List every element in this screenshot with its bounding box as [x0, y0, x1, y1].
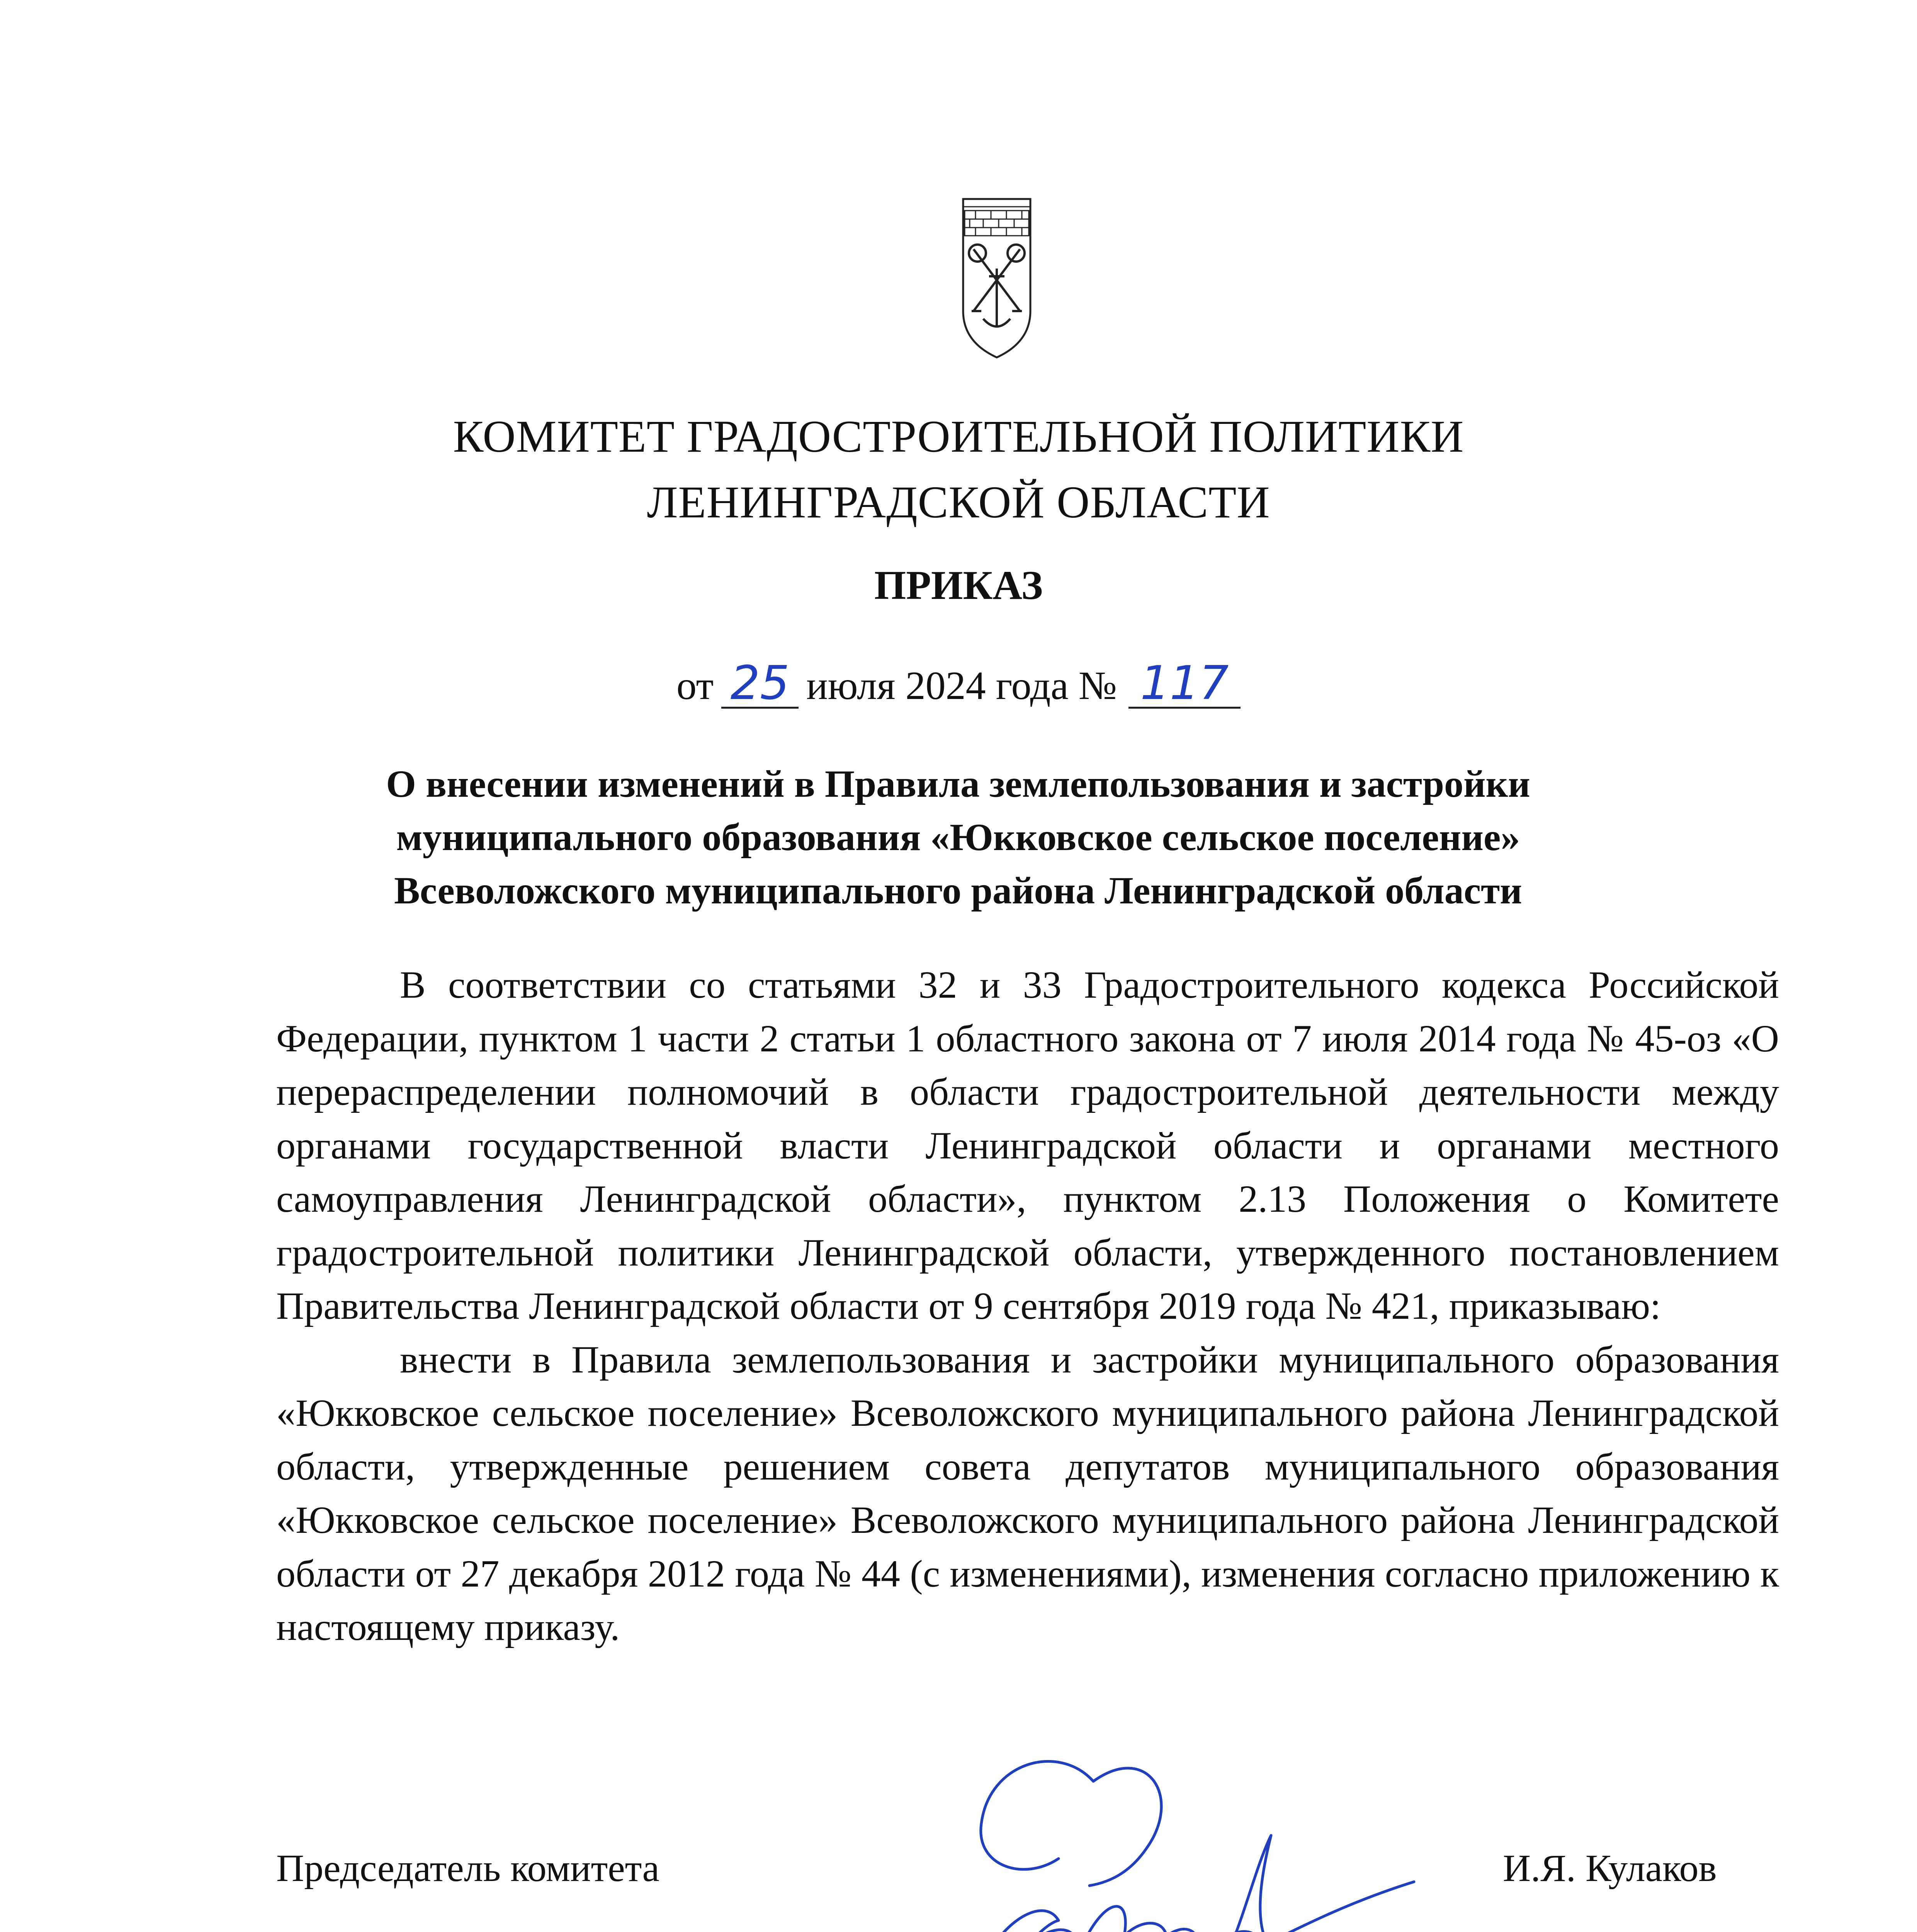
- order-subject: [278, 757, 1638, 917]
- order-date-line: [0, 657, 1917, 715]
- handwritten-order-number: 117: [1128, 660, 1241, 709]
- handwritten-day: 25: [721, 660, 799, 709]
- committee-name-line2: ЛЕНИНГРАДСКОЙ ОБЛАСТИ: [647, 477, 1270, 527]
- order-body: [276, 958, 1779, 1654]
- body-paragraph-legal-basis: В соответствии со статьями 32 и 33 Градостроительного кодекса Российской Федерации, пунктом 1 части 2 статьи 1 областного закона от 7 июля 2014 года № 45-оз «О перераспределении полномочий в области градостроительной деятельности между органами государственной власти Ленинградской области и органами местного самоуправления Ленинградской области», пунктом 2.13 Положения о Комитете градостроительной политики Ленинградской области, утвержденного постановлением Правительства Ленинградской области от 9 сентября 2019 года № 421, приказываю:: [276, 963, 1779, 1327]
- handwritten-signature-icon: [966, 1719, 1422, 1932]
- document-type: ПРИКАЗ: [874, 563, 1043, 608]
- committee-name-line1: КОМИТЕТ ГРАДОСТРОИТЕЛЬНОЙ ПОЛИТИКИ: [453, 411, 1464, 462]
- subject-line3: Всеволожского муниципального района Ленинградской области: [394, 869, 1522, 912]
- subject-line1: О внесении изменений в Правила землепользования и застройки: [386, 762, 1530, 805]
- body-paragraph-directive: внести в Правила землепользования и застройки муниципального образования «Юкковское сельское поселение» Всеволожского муниципального района Ленинградской области, утвержденные решением совета депутатов муниципального образования «Юкковское сельское поселение» Всеволожского муниципального района Ленинградской области от 27 декабря 2012 года № 44 (с изменениями), изменения согласно приложению к настоящему приказу.: [276, 1338, 1779, 1648]
- signer-title: Председатель комитета: [276, 1847, 659, 1889]
- signer-name: И.Я. Кулаков: [1503, 1847, 1717, 1889]
- date-prefix: от: [676, 663, 714, 708]
- subject-line2: муниципального образования «Юкковское сельское поселение»: [396, 816, 1520, 859]
- coat-of-arms-icon: [960, 195, 1033, 361]
- issuing-committee: [0, 404, 1917, 535]
- date-month-year: июля 2024 года №: [806, 663, 1117, 708]
